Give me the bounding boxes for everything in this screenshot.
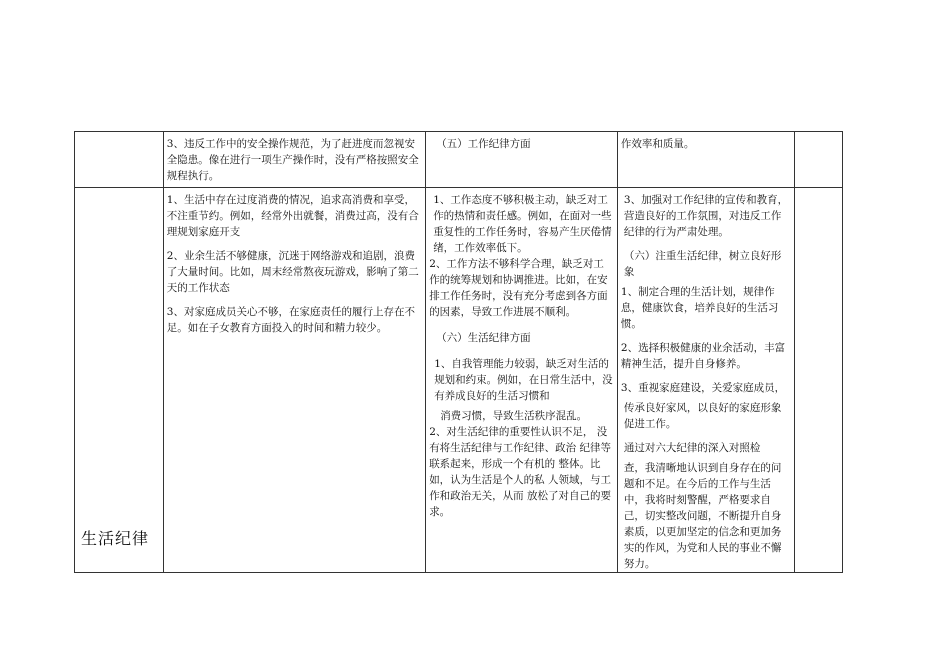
section-heading: （六）生活纪律方面	[436, 332, 531, 344]
problem-item: 3、对家庭成员关心不够，在家庭责任的履行上存在不足。如在子女教育方面投入的时间和精力较少。	[166, 306, 415, 334]
measure-item: 3、加强对工作纪律的宣传和教育，营造良好的工作氛围，对违反工作纪律的行为严肃处理。	[623, 194, 789, 238]
analysis-item: 1、工作态度不够积极主动，缺乏对工作的热情和责任感。例如，在面对一些重复性的工作任务时，容易产生厌倦情绪，工作效率低下。	[433, 194, 612, 254]
discipline-table	[74, 131, 843, 573]
problem-text: 3、违反工作中的安全操作规范，为了赶进度而忽视安全隐患。像在进行一项生产操作时，没有严格按照安全规程执行。	[166, 138, 419, 182]
analysis-cell	[426, 132, 618, 188]
section-heading: （六）注重生活纪律，树立良好形象	[623, 250, 782, 278]
analysis-item: 消费习惯，导致生活秩序混乱。	[440, 410, 588, 422]
measure-item: 传承良好家风，以良好的家庭形象促进工作。	[623, 402, 782, 430]
analysis-cell	[426, 188, 618, 573]
measure-item: 2、选择积极健康的业余活动，丰富精神生活，提升自身修养。	[620, 342, 786, 370]
problem-item: 1、生活中存在过度消费的情况，追求高消费和享受，不注重节约。例如，经常外出就餐，消费过高，没有合理规划家庭开支	[166, 194, 419, 238]
measure-cell	[617, 132, 794, 188]
category-cell	[75, 188, 164, 573]
table-row	[75, 132, 843, 188]
measure-item: 3、重视家庭建设，关爱家庭成员，	[620, 382, 786, 394]
analysis-item: 1、自我管理能力较弱，缺乏对生活的规划和约束。例如，在日常生活中，没有养成良好的生活习惯和	[434, 358, 613, 402]
problem-cell	[163, 188, 425, 573]
remark-cell	[794, 188, 842, 573]
table-row	[75, 188, 843, 573]
measure-item: 1、制定合理的生活计划，规律作息，健康饮食，培养良好的生活习惯。	[620, 286, 779, 330]
analysis-item: 2、工作方法不够科学合理，缺乏对工作的统筹规划和协调推进。比如，在安排工作任务时，没有充分考虑到各方面的因素，导致工作进展不顺利。	[429, 258, 608, 318]
problem-cell	[163, 132, 425, 188]
problem-item: 2、业余生活不够健康，沉迷于网络游戏和追剧，浪费了大量时间。比如，周末经常熬夜玩游戏，影响了第二天的工作状态	[166, 250, 419, 294]
measure-text: 作效率和质量。	[620, 138, 695, 150]
section-heading: （五）工作纪律方面	[436, 138, 531, 150]
category-label: 生活纪律	[81, 529, 150, 548]
remark-cell	[794, 132, 842, 188]
measure-item: 查，我清晰地认识到自身存在的问题和不足。在今后的工作与生活中，我将时刻警醒，严格要求自己，切实整改问题，不断提升自身素质，以更加坚定的信念和更加务实的作风，为党和人民的事业不懈努力。	[623, 462, 782, 570]
measure-cell	[617, 188, 794, 573]
category-cell-empty	[75, 132, 164, 188]
measure-item: 通过对六大纪律的深入对照检	[623, 442, 761, 454]
analysis-item: 2、对生活纪律的重要性认识不足， 没有将生活纪律与工作纪律、政治 纪律等联系起来，形成一个有机的 整体。比如，认为生活是个人的私 人领域，与工作和政治无关，从而 放松了对自己的要求。	[429, 426, 612, 518]
